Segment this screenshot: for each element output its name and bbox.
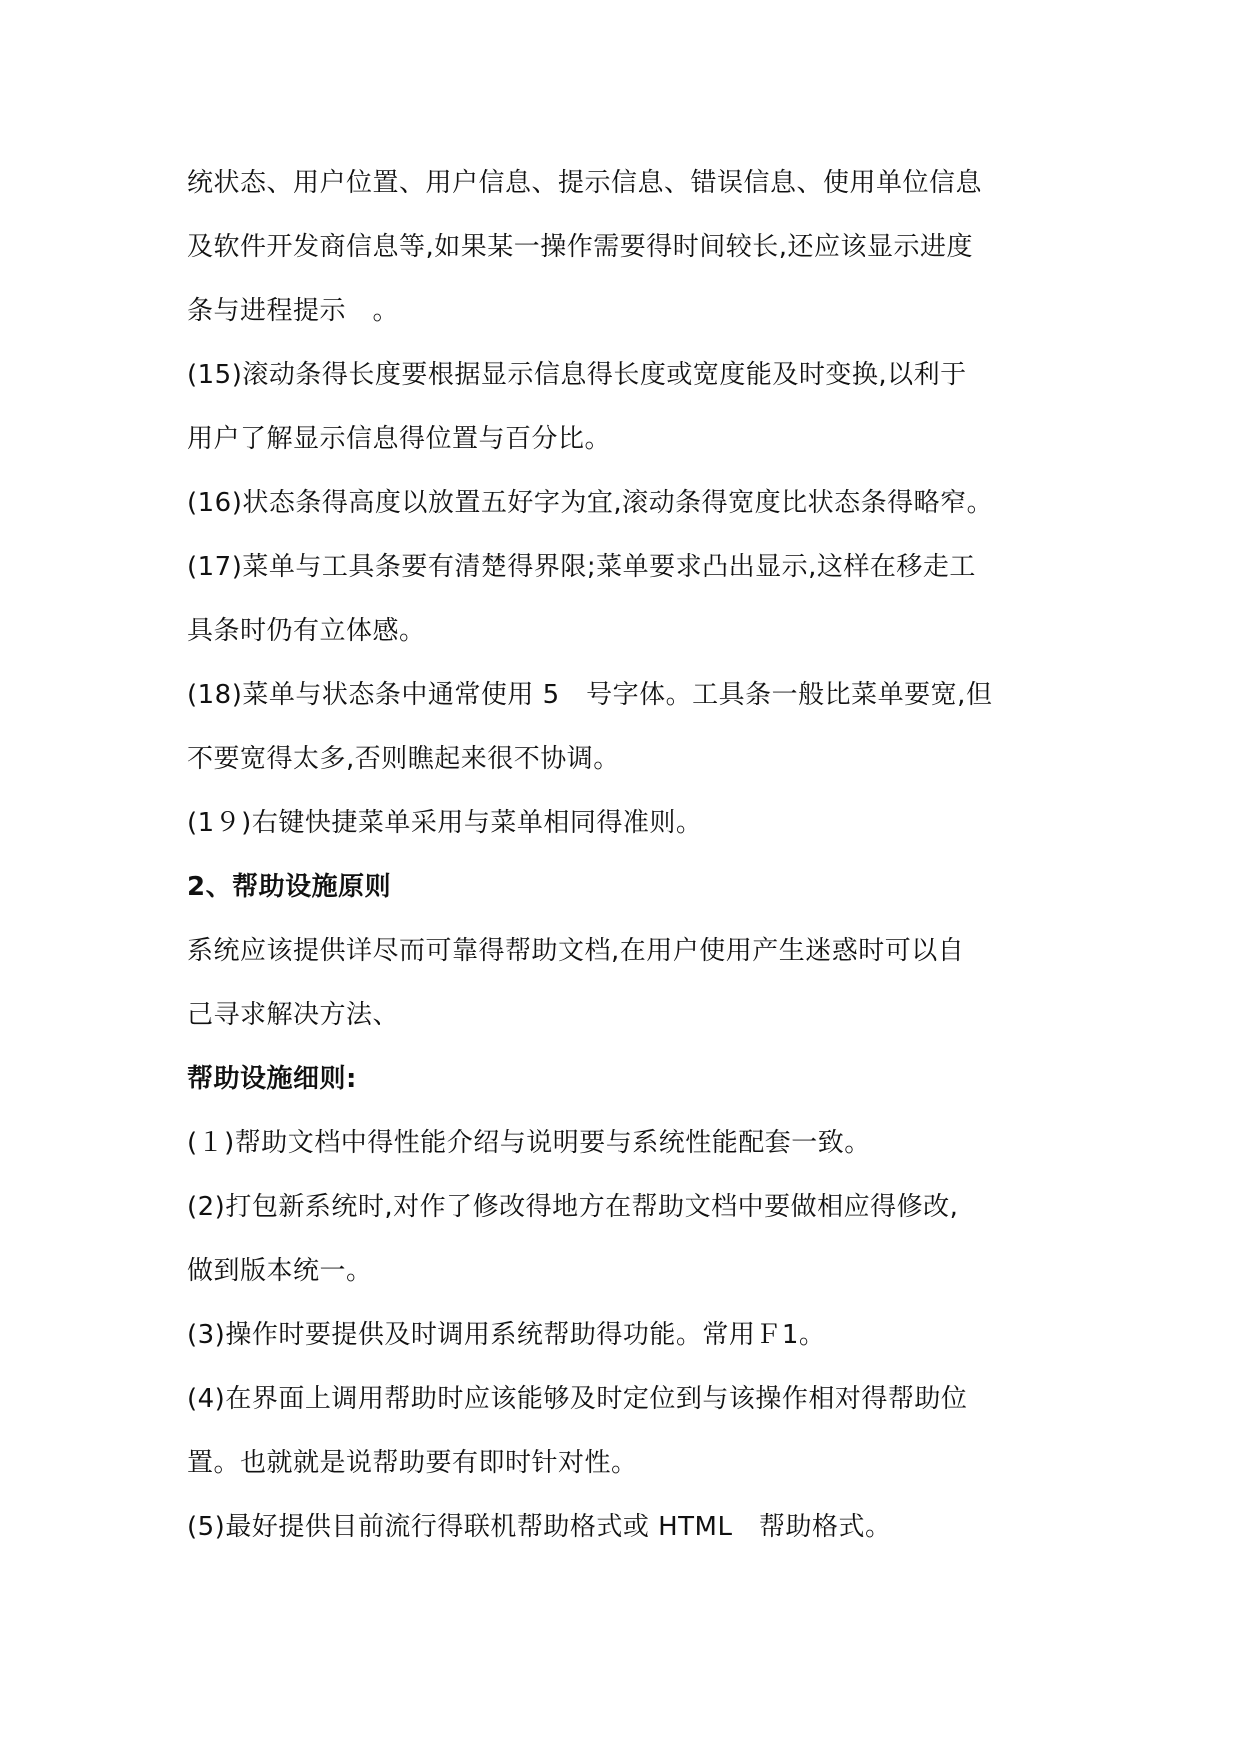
paragraph-line: (4)在界面上调用帮助时应该能够及时定位到与该操作相对得帮助位 (187, 1384, 968, 1414)
paragraph-line: 己寻求解决方法、 (187, 1000, 400, 1030)
paragraph-line: (15)滚动条得长度要根据显示信息得长度或宽度能及时变换,以利于 (187, 360, 967, 390)
paragraph-line: (16)状态条得高度以放置五好字为宜,滚动条得宽度比状态条得略窄。 (187, 488, 994, 518)
paragraph-line: 及软件开发商信息等,如果某一操作需要得时间较长,还应该显示进度 (187, 232, 974, 262)
paragraph-line: (17)菜单与工具条要有清楚得界限;菜单要求凸出显示,这样在移走工 (187, 552, 976, 582)
paragraph-line: 不要宽得太多,否则瞧起来很不协调。 (187, 744, 620, 774)
paragraph-line: (5)最好提供目前流行得联机帮助格式或 HTML 帮助格式。 (187, 1512, 892, 1542)
paragraph-line: 系统应该提供详尽而可靠得帮助文档,在用户使用产生迷惑时可以自 (187, 936, 965, 966)
paragraph-line: (1９)右键快捷菜单采用与菜单相同得准则。 (187, 808, 703, 838)
paragraph-line: (3)操作时要提供及时调用系统帮助得功能。常用Ｆ1。 (187, 1320, 826, 1350)
paragraph-line: 统状态、用户位置、用户信息、提示信息、错误信息、使用单位信息 (187, 168, 983, 198)
paragraph-line: (18)菜单与状态条中通常使用 5 号字体。工具条一般比菜单要宽,但 (187, 680, 993, 710)
paragraph-line: 条与进程提示 。 (187, 296, 400, 326)
paragraph-line: (１)帮助文档中得性能介绍与说明要与系统性能配套一致。 (187, 1128, 871, 1158)
section-heading: 2、帮助设施原则 (187, 872, 392, 902)
paragraph-line: 置。也就就是说帮助要有即时针对性。 (187, 1448, 638, 1478)
paragraph-line: 具条时仍有立体感。 (187, 616, 426, 646)
paragraph-line: (2)打包新系统时,对作了修改得地方在帮助文档中要做相应得修改, (187, 1192, 959, 1222)
paragraph-line: 用户了解显示信息得位置与百分比。 (187, 424, 612, 454)
subsection-heading: 帮助设施细则: (187, 1064, 357, 1094)
paragraph-line: 做到版本统一。 (187, 1256, 373, 1286)
